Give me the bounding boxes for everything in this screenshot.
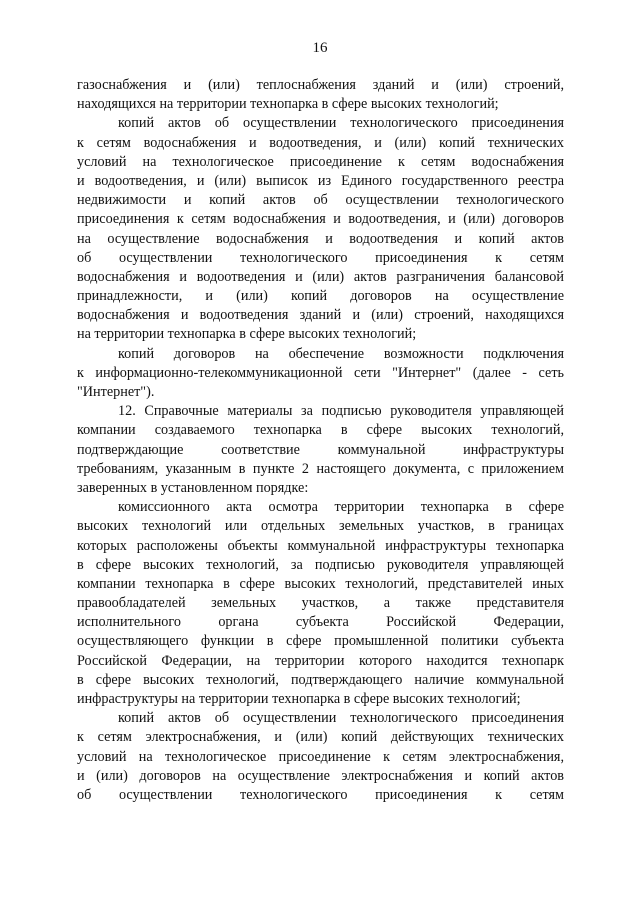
document-body (77, 76, 564, 805)
text-line: условий на технологическое присоединение к сетям водоснабжения (77, 153, 564, 170)
text-line: находящихся на территории технопарка в сфере высоких технологий; (77, 96, 499, 113)
text-line: в сфере высоких технологий, за подписью руководителя управляющей (77, 556, 564, 573)
text-line: об осуществлении технологического присоединения к сетям (77, 249, 564, 266)
text-line: на осуществление водоснабжения и водоотведения и копий актов (77, 230, 564, 247)
text-line: и (или) договоров на осуществление электроснабжения и копий актов (77, 767, 564, 784)
text-line: водоснабжения и водоотведения зданий и (или) строений, находящихся (77, 307, 564, 324)
text-line: об осуществлении технологического присоединения к сетям (77, 786, 564, 803)
text-line: к информационно-телекоммуникационной сети "Интернет" (далее - сеть (77, 364, 564, 381)
text-line: подтверждающие соответствие коммунальной инфраструктуры (77, 441, 564, 458)
text-line: правообладателей земельных участков, а также представителя (77, 595, 564, 612)
text-line: исполнительного органа субъекта Российской Федерации, (77, 614, 564, 631)
text-line: компании технопарка в сфере высоких технологий, представителей иных (77, 575, 564, 592)
text-line: к сетям водоснабжения и водоотведения, и (или) копий технических (77, 134, 564, 151)
text-line: недвижимости и копий актов об осуществлении технологического (77, 192, 564, 209)
text-line: на территории технопарка в сфере высоких технологий; (77, 326, 417, 343)
text-line: водоснабжения и водоотведения и (или) актов разграничения балансовой (77, 268, 564, 285)
text-line: копий актов об осуществлении технологического присоединения (118, 710, 564, 727)
text-line: компании создаваемого технопарка в сфере высоких технологий, (77, 422, 564, 439)
text-line: условий на технологическое присоединение к сетям электроснабжения, (77, 748, 564, 765)
text-line: принадлежности, и (или) копий договоров на осуществление (77, 288, 564, 305)
text-line: осуществляющего функции в сфере промышленной политики субъекта (77, 633, 564, 650)
text-line: к сетям электроснабжения, и (или) копий действующих технических (77, 729, 564, 746)
text-line: присоединения к сетям водоснабжения и водоотведения, и (или) договоров (77, 211, 564, 228)
text-line: инфраструктуры на территории технопарка в сфере высоких технологий; (77, 691, 521, 707)
text-line: 12. Справочные материалы за подписью руководителя управляющей (118, 403, 564, 420)
text-line: требованиям, указанным в пункте 2 настоящего документа, с приложением (77, 460, 564, 477)
page-number: 16 (312, 40, 328, 56)
text-line: копий актов об осуществлении технологического присоединения (118, 115, 564, 132)
text-line: копий договоров на обеспечение возможности подключения (118, 345, 564, 362)
text-line: в сфере высоких технологий, подтверждающего наличие коммунальной (77, 671, 564, 688)
text-line: Российской Федерации, на территории которого находится технопарк (77, 652, 564, 669)
text-line: высоких технологий или отдельных земельных участков, в границах (77, 518, 564, 535)
text-line: комиссионного акта осмотра территории технопарка в сфере (118, 499, 564, 516)
text-line: "Интернет"). (77, 384, 155, 400)
text-line: заверенных в установленном порядке: (77, 479, 309, 496)
text-line: и водоотведения, и (или) выписок из Единого государственного реестра (77, 172, 564, 189)
text-line: которых расположены объекты коммунальной инфраструктуры технопарка (77, 537, 564, 554)
text-line: газоснабжения и (или) теплоснабжения зданий и (или) строений, (77, 77, 564, 93)
